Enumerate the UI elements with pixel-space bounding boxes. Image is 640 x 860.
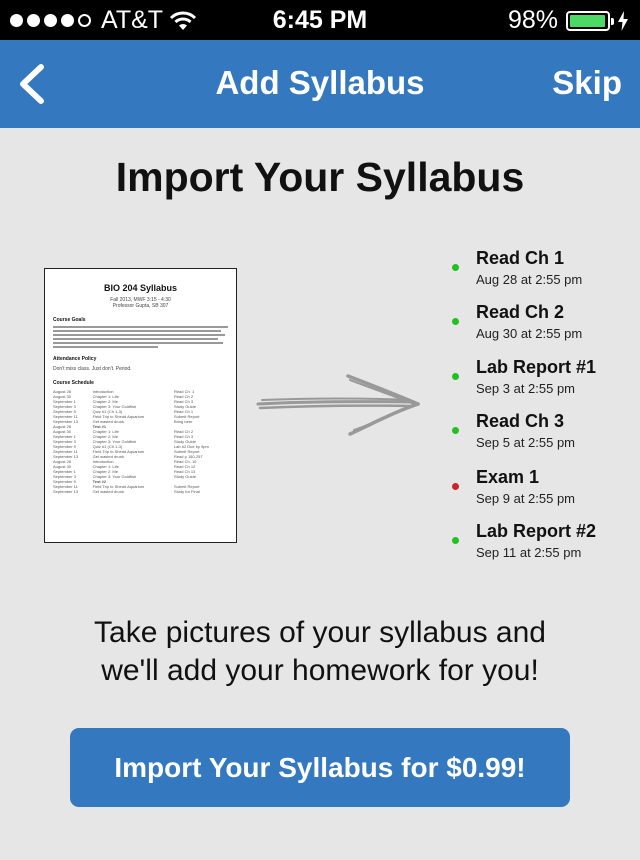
charging-bolt-icon [618,11,628,31]
schedule-cell: Read Ch 3 [173,399,194,404]
schedule-cell: Test #1 [92,424,107,429]
schedule-cell: Quiz #1 (Ch 1-3) [92,409,123,414]
schedule-cell: Study Guide [173,439,196,444]
task-date: Aug 28 at 2:55 pm [476,272,583,287]
promo-message-line: we'll add your homework for you! [101,654,539,687]
status-time: 6:45 PM [272,6,368,34]
schedule-cell: August 30 [53,429,72,434]
schedule-cell: Introduction [92,389,114,394]
schedule-cell: September 11 [53,414,78,419]
battery-percent: 98% [507,6,558,34]
schedule-cell: Read p 150-257 [173,454,203,459]
promo-message-line: Take pictures of your syllabus and [94,616,546,649]
schedule-cell: Read Ch. 1 [173,389,195,394]
status-dot-icon [452,483,459,490]
schedule-cell: Read Ch 13 [173,469,196,474]
task-name: Lab Report #2 [476,521,597,541]
schedule-cell: Chapter 3: Your Goldfish [92,404,137,409]
import-syllabus-button[interactable]: Import Your Syllabus for $0.99! [70,728,570,807]
schedule-cell: Submit Report [173,414,200,419]
schedule-cell: Submit Report [173,484,200,489]
schedule-cell: Lab #2 Due by 5pm [173,444,209,449]
syllabus-subtitle-line: Fall 2013, MWF 3:15 - 4:30 [110,297,171,303]
syllabus-title: BIO 204 Syllabus [103,283,178,293]
schedule-cell: Get wasted drunk [92,454,124,459]
schedule-cell: Study for Final [173,489,200,494]
task-date: Aug 30 at 2:55 pm [476,326,583,341]
schedule-cell: September 9 [53,444,76,449]
schedule-cell: September 3 [53,439,76,444]
promo-message [0,614,640,690]
task-name: Read Ch 2 [476,302,565,322]
status-right [508,6,628,35]
skip-button[interactable]: Skip [552,64,622,101]
task-date: Sep 11 at 2:55 pm [476,545,582,560]
schedule-cell: September 11 [53,484,78,489]
nav-title: Add Syllabus [215,64,425,101]
schedule-cell: Field Trip to Shedd Aquarium [92,449,145,454]
schedule-cell: Read Ch. 10 [173,459,197,464]
schedule-cell: Chapter 3: Your Goldfish [92,474,137,479]
task-name: Lab Report #1 [476,357,597,377]
schedule-cell: September 1 [53,469,76,474]
schedule-cell: Bring beer [173,419,193,424]
schedule-cell: Read Ch 2 [173,429,194,434]
schedule-cell: Study Guide [173,404,196,409]
task-date: Sep 5 at 2:55 pm [476,435,576,450]
schedule-cell: September 1 [53,399,76,404]
schedule-cell: Chapter 2: Me [92,434,118,439]
right-arrow-icon [254,366,426,444]
schedule-cell: August 30 [53,464,72,469]
syllabus-section-heading: Course Schedule [53,380,94,386]
syllabus-schedule-table [53,389,229,494]
navigation-bar [0,40,640,128]
schedule-cell: August 30 [53,394,72,399]
task-name: Read Ch 3 [476,411,565,431]
task-item [452,302,640,356]
schedule-cell: Introduction [92,459,114,464]
schedule-cell: Chapter 2: Me [92,399,118,404]
schedule-cell: September 3 [53,404,76,409]
schedule-cell: September 5 [53,409,76,414]
task-item [452,248,640,302]
schedule-cell: September 11 [53,449,78,454]
schedule-cell: Quiz #1 (Ch 1-3) [92,444,123,449]
status-dot-icon [452,373,459,380]
syllabus-section-heading: Attendance Policy [53,356,97,362]
syllabus-attendance-text: Don't miss class. Just don't. Period. [53,366,132,372]
schedule-cell: Field Trip to Shedd Aquarium [92,484,145,489]
status-dot-icon [452,264,459,271]
schedule-cell: Read Ch 12 [173,464,196,469]
schedule-cell: August 28 [53,424,72,429]
schedule-cell: Test #2 [92,479,107,484]
schedule-cell: September 13 [53,419,79,424]
syllabus-section-heading: Course Goals [53,317,86,323]
schedule-cell: August 28 [53,389,72,394]
task-name: Exam 1 [476,467,540,487]
schedule-cell: September 13 [53,489,79,494]
carrier-label: AT&T [101,6,164,34]
status-dot-icon [452,537,459,544]
syllabus-preview-image [44,268,237,543]
task-date: Sep 3 at 2:55 pm [476,381,576,396]
task-name: Read Ch 1 [476,248,565,268]
schedule-cell: September 1 [53,434,76,439]
syllabus-subtitle-line: Professor Gupta, SB 307 [112,303,169,309]
schedule-cell: September 3 [53,474,76,479]
task-item [452,467,640,521]
status-bar [0,0,640,40]
syllabus-paragraph [53,326,228,348]
schedule-cell: Field Trip to Shedd Aquarium [92,414,145,419]
schedule-cell: Read Ch 3 [173,434,194,439]
page-heading: Import Your Syllabus [115,154,525,200]
schedule-cell: Chapter 1: Life [92,429,119,434]
task-date: Sep 9 at 2:55 pm [476,491,576,506]
schedule-cell: September 9 [53,479,76,484]
task-item [452,411,640,465]
schedule-cell: Get wasted drunk [92,489,124,494]
schedule-cell: Get wasted drunk [92,419,124,424]
schedule-cell: August 28 [53,459,72,464]
task-item [452,521,640,575]
schedule-cell: Chapter 1: Life [92,464,119,469]
schedule-cell: Chapter 2: Me [92,469,118,474]
schedule-cell: Chapter 3: Your Goldfish [92,439,137,444]
battery-icon [566,11,610,31]
schedule-cell: Read Ch 1 [173,409,194,414]
schedule-cell: Study Guide [173,474,196,479]
task-item [452,357,640,411]
syllabus-subtitle [45,297,236,309]
schedule-cell: Chapter 1: Life [92,394,119,399]
schedule-row [53,489,229,494]
status-dot-icon [452,318,459,325]
schedule-cell: September 13 [53,454,79,459]
schedule-cell: Read Ch 2 [173,394,194,399]
status-dot-icon [452,427,459,434]
schedule-cell: Submit Report [173,449,200,454]
